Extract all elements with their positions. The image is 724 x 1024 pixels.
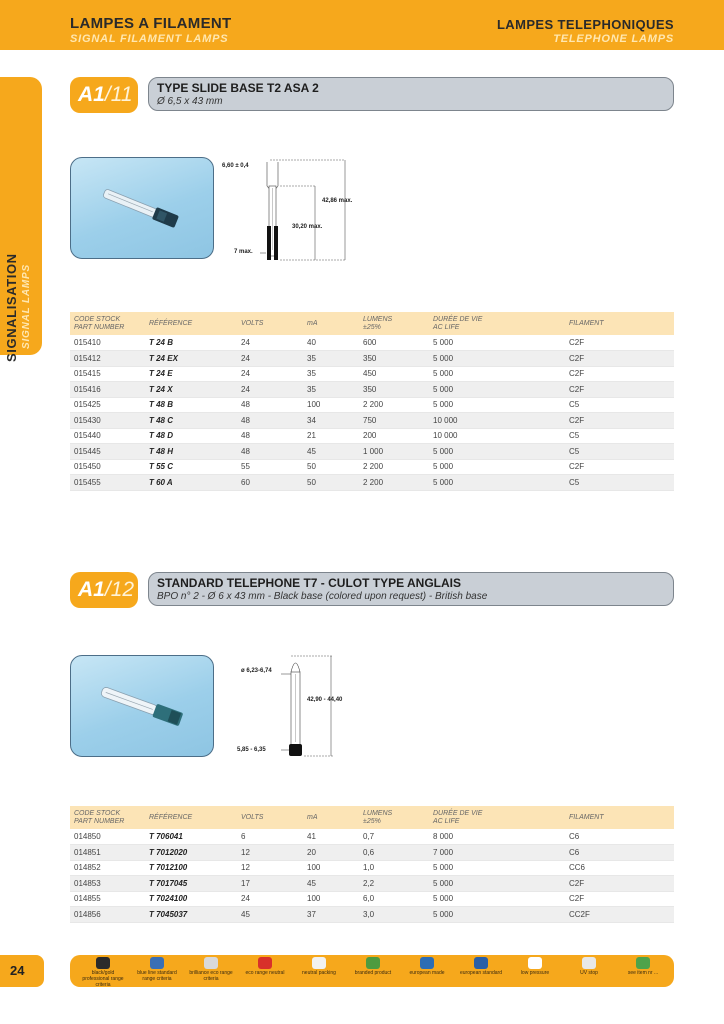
cell-ma: 35: [303, 382, 359, 398]
cell-volts: 24: [237, 335, 303, 351]
cell-ma: 50: [303, 459, 359, 475]
legend-icon: [636, 957, 650, 969]
cell-filament: C5: [565, 475, 674, 491]
cell-ma: 45: [303, 876, 359, 892]
cell-ref: T 7012020: [145, 845, 237, 861]
dimension-label: ø 6,23-6,74: [241, 668, 272, 674]
cell-life: 10 000: [429, 413, 565, 429]
cell-ma: 100: [303, 860, 359, 876]
page-header: [0, 0, 724, 50]
side-tab-subtitle: SIGNAL LAMPS: [21, 264, 32, 349]
col-ma: mA: [303, 806, 359, 829]
table-row: [70, 829, 674, 845]
cell-life: 5 000: [429, 475, 565, 491]
cell-code: 014850: [70, 829, 145, 845]
legend-label: see item nr ...: [627, 970, 659, 976]
cell-life: 5 000: [429, 444, 565, 460]
cell-code: 014852: [70, 860, 145, 876]
cell-ma: 50: [303, 475, 359, 491]
table-row: [70, 891, 674, 907]
cell-code: 015412: [70, 351, 145, 367]
legend-label: low pressure: [520, 970, 550, 976]
legend-icon: [528, 957, 542, 969]
cell-life: 5 000: [429, 351, 565, 367]
cell-filament: C5: [565, 428, 674, 444]
cell-filament: C2F: [565, 459, 674, 475]
table-row: [70, 382, 674, 398]
cell-code: 015450: [70, 459, 145, 475]
cell-volts: 48: [237, 413, 303, 429]
cell-lumens: 2,2: [359, 876, 429, 892]
cell-ref: T 48 C: [145, 413, 237, 429]
cell-code: 014856: [70, 907, 145, 923]
legend-label: UV stop: [580, 970, 598, 976]
cell-ma: 40: [303, 335, 359, 351]
cell-filament: C5: [565, 444, 674, 460]
cell-filament: C6: [565, 845, 674, 861]
cell-code: 015440: [70, 428, 145, 444]
cell-ma: 41: [303, 829, 359, 845]
cell-ma: 45: [303, 444, 359, 460]
cell-ref: T 60 A: [145, 475, 237, 491]
cell-ref: T 48 D: [145, 428, 237, 444]
cell-filament: C2F: [565, 413, 674, 429]
cell-code: 015430: [70, 413, 145, 429]
legend-icon: [150, 957, 164, 969]
section-a1-11-banner: [70, 77, 674, 115]
section-code-badge: A1/11: [70, 77, 138, 113]
cell-life: 5 000: [429, 366, 565, 382]
lamp-dimension-drawing: [220, 156, 370, 266]
legend-item: [240, 957, 290, 976]
cell-filament: C2F: [565, 382, 674, 398]
cell-ref: T 24 E: [145, 366, 237, 382]
table-header-row: [70, 312, 674, 335]
dimension-label: 30,20 max.: [292, 224, 323, 230]
cell-volts: 6: [237, 829, 303, 845]
legend-label: european standard: [460, 970, 502, 976]
header-category-subtitle: TELEPHONE LAMPS: [553, 33, 674, 45]
cell-code: 015425: [70, 397, 145, 413]
legend-label: neutral packing: [302, 970, 336, 976]
cell-ref: T 24 X: [145, 382, 237, 398]
cell-volts: 48: [237, 428, 303, 444]
table-row: [70, 475, 674, 491]
legend-item: [456, 957, 506, 976]
legend-icon: [582, 957, 596, 969]
cell-lumens: 600: [359, 335, 429, 351]
legend-item: [402, 957, 452, 976]
cell-life: 10 000: [429, 428, 565, 444]
cell-ref: T 24 B: [145, 335, 237, 351]
legend-item: [294, 957, 344, 976]
cell-volts: 17: [237, 876, 303, 892]
cell-lumens: 200: [359, 428, 429, 444]
cell-lumens: 2 200: [359, 459, 429, 475]
legend-icon: [312, 957, 326, 969]
cell-code: 015455: [70, 475, 145, 491]
dimension-label: 6,60 ± 0,4: [222, 163, 249, 169]
legend-label: blue line standard range criteria: [137, 970, 177, 982]
cell-volts: 48: [237, 397, 303, 413]
legend-label: eco range neutral: [245, 970, 285, 976]
legend-icon: [96, 957, 110, 969]
cell-ref: T 55 C: [145, 459, 237, 475]
cell-code: 015415: [70, 366, 145, 382]
cell-volts: 24: [237, 351, 303, 367]
header-subtitle: SIGNAL FILAMENT LAMPS: [70, 33, 229, 45]
legend-icon: [366, 957, 380, 969]
cell-lumens: 1,0: [359, 860, 429, 876]
table-row: [70, 366, 674, 382]
table-row: [70, 444, 674, 460]
col-life: DURÉE DE VIE AC LIFE: [429, 806, 565, 829]
cell-filament: C2F: [565, 351, 674, 367]
legend-item: [564, 957, 614, 976]
dimension-label: 42,86 max.: [322, 198, 353, 204]
cell-lumens: 0,6: [359, 845, 429, 861]
cell-life: 5 000: [429, 397, 565, 413]
cell-lumens: 450: [359, 366, 429, 382]
cell-ma: 21: [303, 428, 359, 444]
table-row: [70, 459, 674, 475]
col-reference: RÉFÉRENCE: [145, 312, 237, 335]
section-title: STANDARD TELEPHONE T7 - CULOT TYPE ANGLAIS: [157, 576, 462, 590]
col-life: DURÉE DE VIE AC LIFE: [429, 312, 565, 335]
col-reference: RÉFÉRENCE: [145, 806, 237, 829]
cell-ma: 100: [303, 891, 359, 907]
section-a1-12-banner: [70, 572, 674, 610]
lamp-photo: [70, 655, 214, 757]
cell-life: 5 000: [429, 907, 565, 923]
cell-volts: 12: [237, 845, 303, 861]
cell-ref: T 7045037: [145, 907, 237, 923]
cell-life: 8 000: [429, 829, 565, 845]
cell-lumens: 2 200: [359, 397, 429, 413]
table-row: [70, 428, 674, 444]
section-subtitle: Ø 6,5 x 43 mm: [157, 96, 223, 107]
side-tab: [0, 77, 42, 362]
page-number-tab: [0, 955, 44, 987]
cell-life: 5 000: [429, 860, 565, 876]
table-row: [70, 413, 674, 429]
legend-item: [348, 957, 398, 976]
cell-volts: 60: [237, 475, 303, 491]
cell-lumens: 1 000: [359, 444, 429, 460]
table-row: [70, 876, 674, 892]
section-title-bar: [148, 572, 674, 606]
cell-ref: T 48 B: [145, 397, 237, 413]
legend-icon: [420, 957, 434, 969]
header-title: LAMPES A FILAMENT: [70, 15, 232, 32]
cell-life: 5 000: [429, 382, 565, 398]
cell-code: 014855: [70, 891, 145, 907]
legend-label: branded product: [354, 970, 392, 976]
cell-life: 7 000: [429, 845, 565, 861]
lamp-photo: [70, 157, 214, 259]
legend-label: black/gold professional range criteria: [82, 970, 124, 988]
col-code: CODE STOCK PART NUMBER: [70, 312, 145, 335]
cell-lumens: 6,0: [359, 891, 429, 907]
legend-item: [618, 957, 668, 976]
table-row: [70, 351, 674, 367]
cell-ref: T 24 EX: [145, 351, 237, 367]
cell-life: 5 000: [429, 335, 565, 351]
cell-filament: C2F: [565, 876, 674, 892]
cell-volts: 24: [237, 891, 303, 907]
cell-filament: C6: [565, 829, 674, 845]
table-header-row: [70, 806, 674, 829]
cell-lumens: 350: [359, 382, 429, 398]
section-subtitle: BPO n° 2 - Ø 6 x 43 mm - Black base (colored upon request) - British base: [157, 591, 488, 602]
footer-legend-bar: [70, 955, 674, 987]
page-number: 24: [10, 963, 25, 978]
dimension-label: 7 max.: [234, 249, 253, 255]
cell-code: 014853: [70, 876, 145, 892]
lamp-spec-table-a1-11: [70, 312, 674, 491]
col-volts: VOLTS: [237, 806, 303, 829]
table-row: [70, 845, 674, 861]
col-lumens: LUMENS ±25%: [359, 312, 429, 335]
cell-volts: 48: [237, 444, 303, 460]
col-volts: VOLTS: [237, 312, 303, 335]
cell-code: 014851: [70, 845, 145, 861]
cell-lumens: 0,7: [359, 829, 429, 845]
cell-life: 5 000: [429, 891, 565, 907]
col-lumens: LUMENS ±25%: [359, 806, 429, 829]
legend-item: [186, 957, 236, 982]
legend-icon: [474, 957, 488, 969]
cell-lumens: 3,0: [359, 907, 429, 923]
table-row: [70, 907, 674, 923]
cell-volts: 12: [237, 860, 303, 876]
cell-ref: T 7024100: [145, 891, 237, 907]
section-code-badge: A1/12: [70, 572, 138, 608]
col-filament: FILAMENT: [565, 806, 674, 829]
legend-item: [132, 957, 182, 982]
cell-ma: 35: [303, 366, 359, 382]
section-title: TYPE SLIDE BASE T2 ASA 2: [157, 81, 319, 95]
cell-ref: T 7017045: [145, 876, 237, 892]
cell-filament: CC6: [565, 860, 674, 876]
cell-lumens: 350: [359, 351, 429, 367]
cell-code: 015416: [70, 382, 145, 398]
legend-label: european made: [409, 970, 445, 976]
cell-lumens: 750: [359, 413, 429, 429]
col-filament: FILAMENT: [565, 312, 674, 335]
table-row: [70, 860, 674, 876]
legend-icon: [204, 957, 218, 969]
cell-code: 015410: [70, 335, 145, 351]
lamp-dimension-drawing: [225, 652, 375, 767]
cell-ma: 100: [303, 397, 359, 413]
cell-filament: C2F: [565, 335, 674, 351]
section-title-bar: [148, 77, 674, 111]
cell-ref: T 706041: [145, 829, 237, 845]
cell-volts: 24: [237, 366, 303, 382]
header-category: LAMPES TELEPHONIQUES: [496, 17, 674, 32]
legend-icon: [258, 957, 272, 969]
cell-filament: C2F: [565, 891, 674, 907]
col-code: CODE STOCK PART NUMBER: [70, 806, 145, 829]
cell-ref: T 7012100: [145, 860, 237, 876]
cell-volts: 55: [237, 459, 303, 475]
cell-filament: CC2F: [565, 907, 674, 923]
cell-ma: 34: [303, 413, 359, 429]
legend-item: [78, 957, 128, 988]
cell-life: 5 000: [429, 876, 565, 892]
lamp-spec-table-a1-12: [70, 806, 674, 923]
cell-life: 5 000: [429, 459, 565, 475]
dimension-label: 42,90 - 44,40: [307, 697, 343, 703]
cell-code: 015445: [70, 444, 145, 460]
dimension-label: 5,85 - 6,35: [237, 747, 266, 753]
cell-lumens: 2 200: [359, 475, 429, 491]
cell-filament: C5: [565, 397, 674, 413]
cell-filament: C2F: [565, 366, 674, 382]
legend-label: brilliance eco range criteria: [189, 970, 233, 982]
cell-volts: 45: [237, 907, 303, 923]
table-row: [70, 397, 674, 413]
table-row: [70, 335, 674, 351]
cell-volts: 24: [237, 382, 303, 398]
cell-ma: 37: [303, 907, 359, 923]
cell-ma: 35: [303, 351, 359, 367]
cell-ma: 20: [303, 845, 359, 861]
side-tab-title: SIGNALISATION: [4, 253, 19, 362]
cell-ref: T 48 H: [145, 444, 237, 460]
legend-item: [510, 957, 560, 976]
col-ma: mA: [303, 312, 359, 335]
